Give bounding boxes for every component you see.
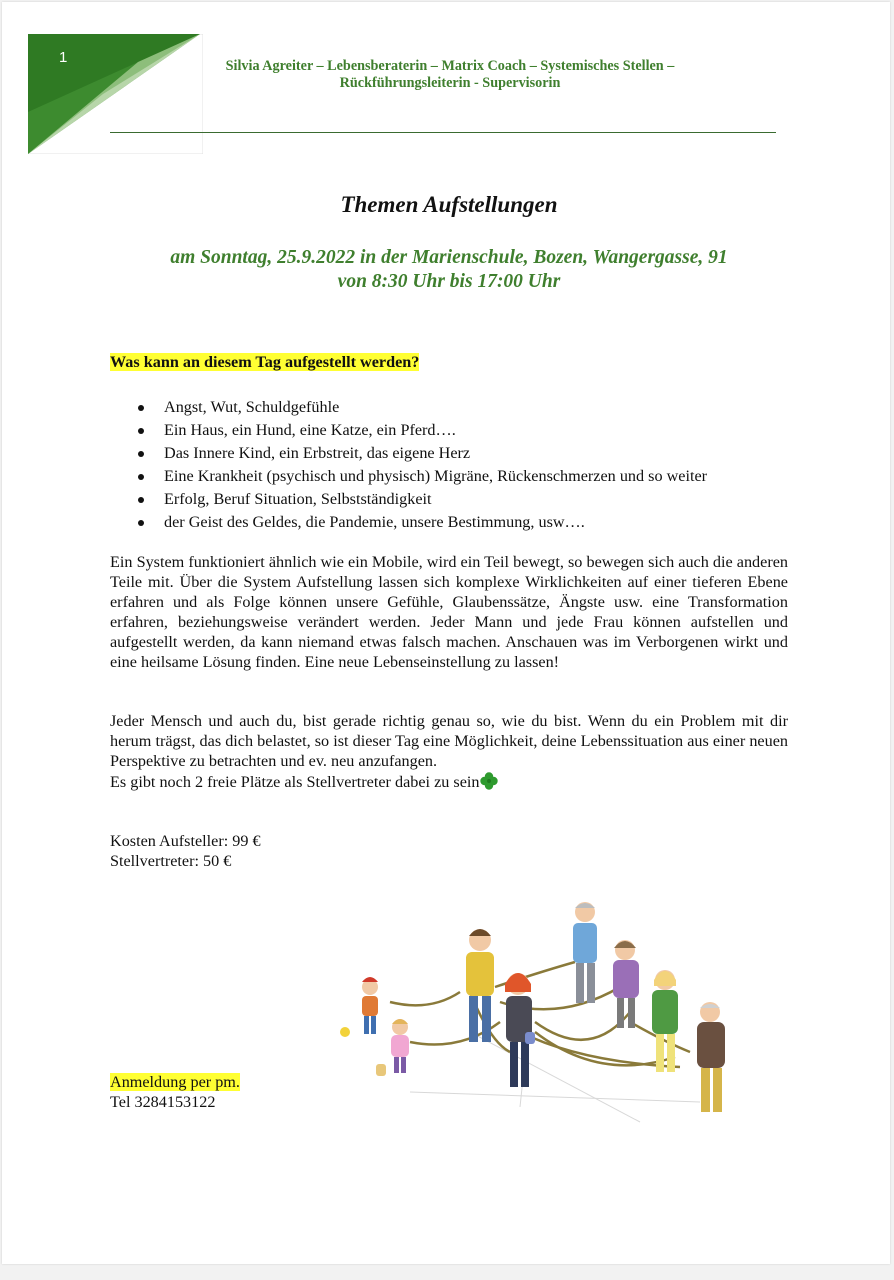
cost-representative: Stellvertreter: 50 € (110, 852, 232, 870)
constellation-people-illustration (320, 892, 750, 1142)
page-number: 1 (59, 49, 68, 66)
man-figure (466, 929, 494, 1042)
document-page (2, 2, 890, 1264)
child-figure (376, 1019, 409, 1076)
list-item: der Geist des Geldes, die Pandemie, unsere Bestimmung, usw…. (132, 511, 707, 534)
page-corner-decoration (28, 34, 203, 154)
cost-participant: Kosten Aufsteller: 99 € (110, 832, 261, 850)
list-item: Ein Haus, ein Hund, eine Katze, ein Pferd…. (132, 419, 707, 442)
woman-figure (505, 973, 535, 1087)
registration-text: Anmeldung per pm. (110, 1073, 240, 1091)
document-title: Themen Aufstellungen (340, 192, 558, 217)
free-places-line (110, 771, 499, 792)
elderly-woman-figure (613, 940, 639, 1028)
telephone-number: Tel 3284153122 (110, 1093, 216, 1111)
elderly-man-figure (573, 902, 597, 1003)
paragraph-system: Ein System funktioniert ähnlich wie ein Mobile, wird ein Teil bewegt, so bewegen sich auch die anderen Teile mit. Über die System Aufstellung lassen sich komplexe Wirklichkeiten auf einer tieferen Ebene erfahren und als Folge können unsere Gefühle, Glaubenssätze, Ängste usw. eine Transformation erfahren, beziehungsweise verändert werden. Jeder Mann und jede Frau können aufstellen und aufgestellt werden, da kann niemand etwas falsch machen. Anschauen was im Verborgenen wirkt und eine heilsame Lösung finden. Eine neue Lebenseinstellung zu lassen! (110, 553, 788, 671)
header-line-2: Rückführungsleiterin - Supervisorin (339, 75, 561, 91)
list-item: Erfolg, Beruf Situation, Selbstständigkeit (132, 488, 707, 511)
header-line-1: Silvia Agreiter – Lebensberaterin – Matrix Coach – Systemisches Stellen – (225, 58, 675, 74)
question-text: Was kann an diesem Tag aufgestellt werden? (110, 353, 420, 371)
list-item: Eine Krankheit (psychisch und physisch) Migräne, Rückenschmerzen und so weiter (132, 465, 707, 488)
four-leaf-clover-icon (479, 771, 499, 791)
event-time: von 8:30 Uhr bis 17:00 Uhr (337, 271, 561, 292)
free-places-text: Es gibt noch 2 freie Plätze als Stellvertreter dabei zu sein (110, 773, 480, 791)
elderly-man-brown-figure (697, 1002, 725, 1112)
child-figure (340, 977, 378, 1037)
topic-list (132, 396, 707, 534)
header-divider (110, 132, 776, 133)
list-item: Das Innere Kind, ein Erbstreit, das eigene Herz (132, 442, 707, 465)
registration-note (110, 1072, 240, 1092)
list-item: Angst, Wut, Schuldgefühle (132, 396, 707, 419)
woman-green-figure (652, 970, 678, 1072)
paragraph-person: Jeder Mensch und auch du, bist gerade richtig genau so, wie du bist. Wenn du ein Problem mit dir herum trägst, das dich belastet, so ist dieser Tag eine Möglichkeit, deine Lebenssituation aus einer neuen Perspektive zu betrachten und ev. neu anzufangen. (110, 712, 788, 770)
question-heading (110, 353, 419, 372)
event-date-location: am Sonntag, 25.9.2022 in der Marienschule, Bozen, Wangergasse, 91 (170, 247, 728, 268)
